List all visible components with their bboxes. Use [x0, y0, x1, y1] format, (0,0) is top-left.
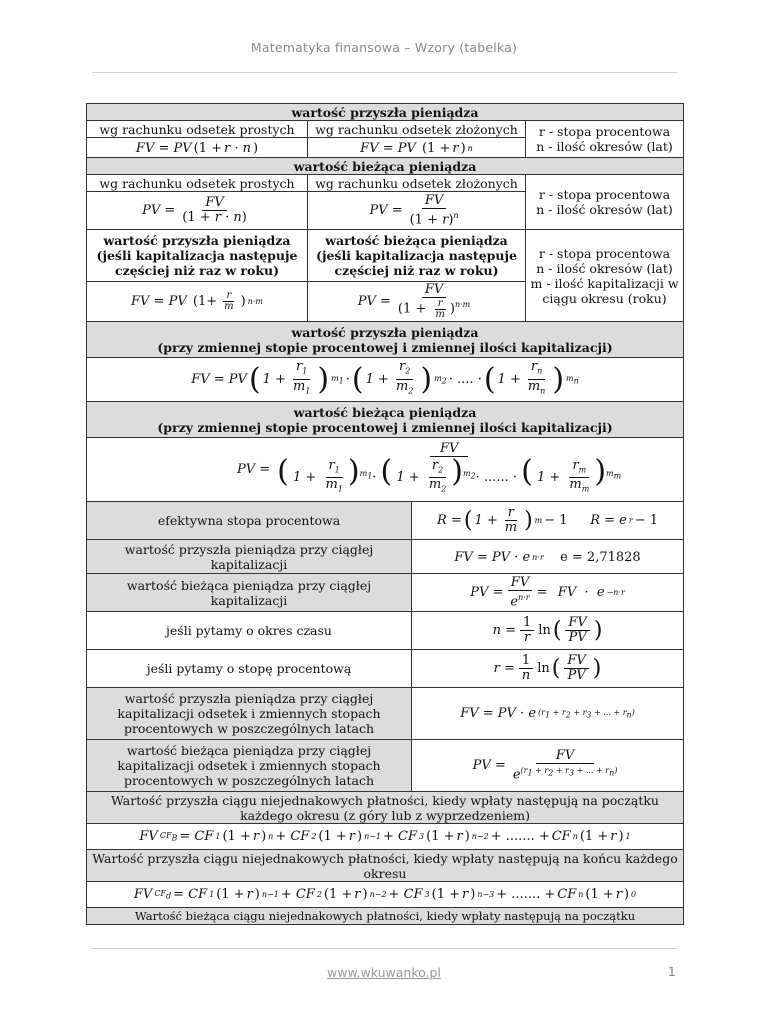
- annuity-begin-label: Wartość przyszła ciągu niejednakowych płatności, kiedy wpłaty następują na początku każdego okresu (z góry lub z wyprzedzeniem): [87, 792, 684, 824]
- compound-interest-label: wg rachunku odsetek złożonych: [308, 121, 526, 138]
- annuity-pv-begin-label: Wartość bieżąca ciągu niejednakowych płatności, kiedy wpłaty następują na początku: [87, 908, 684, 925]
- footer-divider: [92, 948, 677, 949]
- variables-legend: r - stopa procentowa n - ilość okresów (lat): [526, 121, 684, 158]
- ask-time-label: jeśli pytamy o okres czasu: [87, 612, 412, 650]
- formula-pv-simple: PV = FV (1 + r · n): [87, 192, 308, 230]
- page-header: Matematyka finansowa – Wzory (tabelka): [250, 40, 518, 55]
- page-number: 1: [668, 965, 676, 979]
- formula-time: n = 1 r ln ( FV PV ): [412, 612, 684, 650]
- section-fv-variable-title: wartość przyszła pieniądza (przy zmiennej stopie procentowej i zmiennej ilości kapitalizacji): [87, 322, 684, 358]
- simple-interest-label: wg rachunku odsetek prostych: [87, 121, 308, 138]
- variables-legend: r - stopa procentowa n - ilość okresów (lat): [526, 175, 684, 230]
- formula-fv-continuous: FV = PV · e n·r e = 2,71828: [412, 540, 684, 574]
- section-pv-title: wartość bieżąca pieniądza: [87, 158, 684, 175]
- section-pv-variable-title: wartość bieżąca pieniądza (przy zmiennej stopie procentowej i zmiennej ilości kapitalizacji): [87, 402, 684, 438]
- formula-annuity-end: FV $CF_d$ = CF 1 (1 + r ) n−1 + CF 2 (1 + r ) n−2 + CF 3 (1 + r ) n−3 + ....... + CF n (1 + r ) 0: [87, 882, 684, 908]
- effective-rate-label: efektywna stopa procentowa: [87, 502, 412, 540]
- formulas-table: [86, 103, 684, 925]
- footer-website-link[interactable]: www.wkuwanko.pl: [327, 965, 441, 980]
- formula-annuity-begin: FV $CF_B$ = CF 1 (1 + r ) n + CF 2 (1 + r ) n−1 + CF 3 (1 + r ) n−2 + ....... + CF n (1 + r ) 1: [87, 824, 684, 850]
- formula-effective-rate: R = ( 1 + r m ) m − 1 R = e r − 1: [412, 502, 684, 540]
- pv-continuous-variable-label: wartość bieżąca pieniądza przy ciągłej kapitalizacji odsetek i zmiennych stopach procentowych w poszczególnych latach: [87, 740, 412, 792]
- formula-pv-variable: PV = FV ( 1 + $\frac{r_1}{m_1}$ )$^{m_1}$· ( 1 + $\frac{r_2}{m_2}$ )$^{m_2}$· ...... · ( 1 + $\frac{r_m}{m_m}$ )$^{m_m}$: [87, 438, 684, 502]
- fv-continuous-variable-label: wartość przyszła pieniądza przy ciągłej kapitalizacji odsetek i zmiennych stopach procentowych w poszczególnych latach: [87, 688, 412, 740]
- formula-pv-continuous: PV = $\frac{FV}{e^{n\cdot r}}$ = FV · e −n·r: [412, 574, 684, 612]
- pv-continuous-label: wartość bieżąca pieniądza przy ciągłej kapitalizacji: [87, 574, 412, 612]
- simple-interest-label: wg rachunku odsetek prostych: [87, 175, 308, 192]
- fv-multi-cap-label: wartość przyszła pieniądza (jeśli kapitalizacja następuje częściej niż raz w roku): [87, 230, 308, 282]
- formula-fv-multi: FV = PV (1+ $\frac{r}{m}$ ) n·m: [87, 282, 308, 322]
- formula-pv-multi: PV = FV (1 + $\frac{r}{m}$ )$^{n\cdot m}$: [308, 282, 526, 322]
- formula-rate: r = 1 n ln ( FV PV ): [412, 650, 684, 688]
- fv-continuous-label: wartość przyszła pieniądza przy ciągłej kapitalizacji: [87, 540, 412, 574]
- ask-rate-label: jeśli pytamy o stopę procentową: [87, 650, 412, 688]
- header-divider: [92, 72, 677, 73]
- formula-fv-variable: FV = PV ( 1 + $r_1$ $m_1$ ) $m_1$ · ( 1 + $r_2$ $m_2$ ) $m_2$ · .... · ( 1 + $r_n$ $m_n$ ) $m_n$: [87, 358, 684, 402]
- variables-legend-m: r - stopa procentowa n - ilość okresów (lat) m - ilość kapitalizacji w ciągu okresu (roku): [526, 230, 684, 322]
- annuity-end-label: Wartość przyszła ciągu niejednakowych płatności, kiedy wpłaty następują na końcu każdego okresu: [87, 850, 684, 882]
- compound-interest-label: wg rachunku odsetek złożonych: [308, 175, 526, 192]
- formula-pv-compound: PV = FV $(1 + r)^n$: [308, 192, 526, 230]
- formula-pv-continuous-variable: PV = FV $e^{(r_1 + r_2 + r_3 + ... + r_n)}$: [412, 740, 684, 792]
- pv-multi-cap-label: wartość bieżąca pieniądza (jeśli kapitalizacja następuje częściej niż raz w roku): [308, 230, 526, 282]
- formula-fv-continuous-variable: FV = PV · e ($r_1 + r_2 + r_3$ + ... + $r_n$): [412, 688, 684, 740]
- formula-fv-compound: FV = PV (1 + r ) n: [308, 138, 526, 158]
- section-fv-title: wartość przyszła pieniądza: [87, 104, 684, 121]
- formula-fv-simple: FV = PV (1 + r · n ): [87, 138, 308, 158]
